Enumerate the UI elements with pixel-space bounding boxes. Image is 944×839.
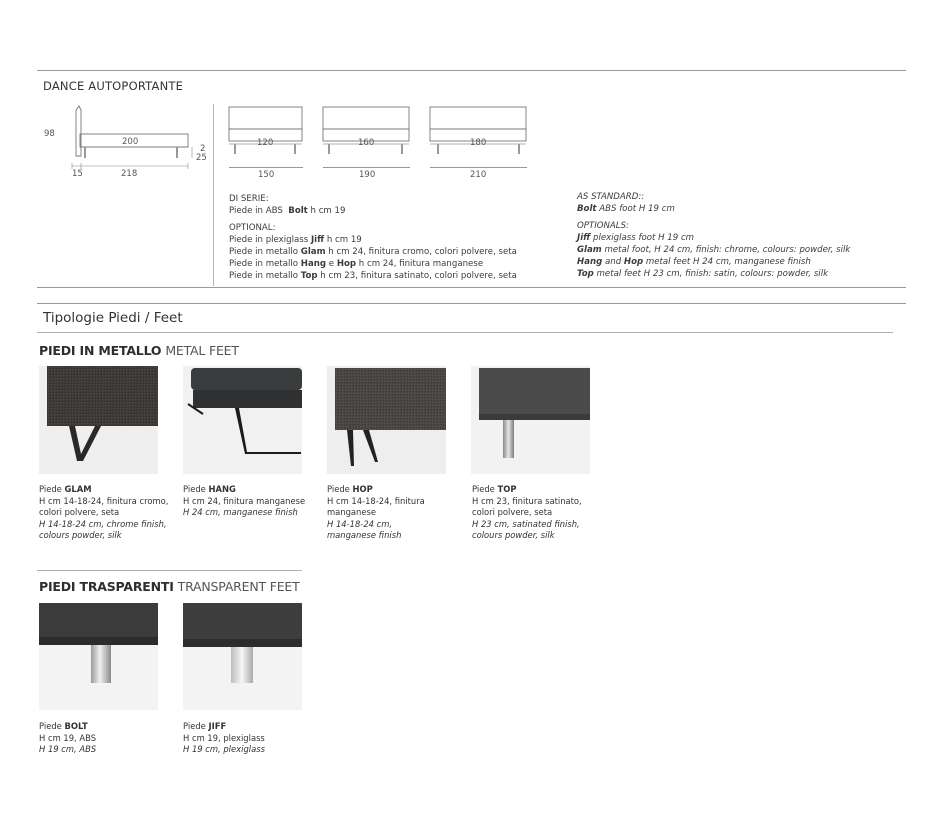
bolt-foot-photo <box>39 603 158 710</box>
front-view-bed-3 <box>429 106 528 162</box>
dim-side-bottom-left: 15 <box>72 169 83 179</box>
dim-side-length: 200 <box>122 137 139 147</box>
spec-en-optional-label: OPTIONALS: <box>577 221 629 231</box>
dim-bed1-inner: 120 <box>257 138 274 148</box>
model-title: DANCE AUTOPORTANTE <box>43 79 184 93</box>
dim-side-height: 98 <box>44 129 55 139</box>
spec-english <box>577 191 850 280</box>
top-rule <box>37 70 906 71</box>
top-foot-photo <box>471 366 590 474</box>
spec-en-opt4: Top metal feet H 23 cm, finish: satin, colours: powder, silk <box>577 269 829 279</box>
jiff-caption: Piede JIFF H cm 19, plexiglass H 19 cm, plexiglass <box>183 721 265 754</box>
dim-bed2-outer: 190 <box>359 170 376 180</box>
spec-en-opt2: Glam metal foot, H 24 cm, finish: chrome, colours: powder, silk <box>577 245 851 255</box>
front-view-bed-1 <box>228 106 304 162</box>
dim-line-bed1 <box>229 167 303 168</box>
hop-foot-photo <box>327 366 446 474</box>
dim-line-bed3 <box>430 167 527 168</box>
glam-foot-photo <box>39 366 158 474</box>
dim-bed3-inner: 180 <box>470 138 487 148</box>
vertical-divider <box>213 104 214 286</box>
spec-it-opt4: Piede in metallo Top h cm 23, finitura satinato, colori polvere, seta <box>229 271 517 281</box>
spec-bottom-rule <box>37 287 906 288</box>
dim-side-big: 25 <box>196 153 207 163</box>
spec-it-opt3: Piede in metallo Hang e Hop h cm 24, finitura manganese <box>229 259 484 269</box>
spec-en-standard-line: Bolt ABS foot H 19 cm <box>577 204 675 214</box>
metal-feet-heading: PIEDI IN METALLO METAL FEET <box>39 343 239 358</box>
spec-en-standard-label: AS STANDARD:: <box>577 192 645 202</box>
top-caption: Piede TOP H cm 23, finitura satinato, colori polvere, seta H 23 cm, satinated finish, colours powder, silk <box>472 484 582 540</box>
dim-side-bottom-total: 218 <box>121 169 138 179</box>
spec-it-optional-label: OPTIONAL: <box>229 223 276 233</box>
dim-bed2-inner: 160 <box>358 138 375 148</box>
spec-it-standard-line: Piede in ABS Bolt h cm 19 <box>229 206 346 216</box>
hang-caption: Piede HANG H cm 24, finitura manganese H 24 cm, manganese finish <box>183 484 306 517</box>
spec-en-opt1: Jiff plexiglass foot H 19 cm <box>577 233 695 243</box>
glam-caption: Piede GLAM H cm 14-18-24, finitura cromo, colori polvere, seta H 14-18-24 cm, chrome finish, colours powder, silk <box>39 484 169 540</box>
dim-line-bed2 <box>323 167 410 168</box>
transparent-feet-heading: PIEDI TRASPARENTI TRANSPARENT FEET <box>39 579 300 594</box>
spec-it-standard-label: DI SERIE: <box>229 194 269 204</box>
spec-italian <box>229 193 517 282</box>
hang-foot-photo <box>183 366 302 474</box>
feet-title-rule <box>37 332 893 333</box>
spec-it-opt1: Piede in plexiglass Jiff h cm 19 <box>229 235 362 245</box>
hop-caption: Piede HOP H cm 14-18-24, finitura manganese H 14-18-24 cm, manganese finish <box>327 484 425 540</box>
spec-it-opt2: Piede in metallo Glam h cm 24, finitura cromo, colori polvere, seta <box>229 247 517 257</box>
dim-side-small: 2 <box>200 144 206 154</box>
dim-bed1-outer: 150 <box>258 170 275 180</box>
spec-en-opt3: Hang and Hop metal feet H 24 cm, manganese finish <box>577 257 811 267</box>
feet-top-rule <box>37 303 906 304</box>
jiff-foot-photo <box>183 603 302 710</box>
feet-section-title: Tipologie Piedi / Feet <box>43 310 183 326</box>
bolt-caption: Piede BOLT H cm 19, ABS H 19 cm, ABS <box>39 721 97 754</box>
dim-bed3-outer: 210 <box>470 170 487 180</box>
transparent-rule <box>37 570 302 571</box>
front-view-bed-2 <box>322 106 411 162</box>
